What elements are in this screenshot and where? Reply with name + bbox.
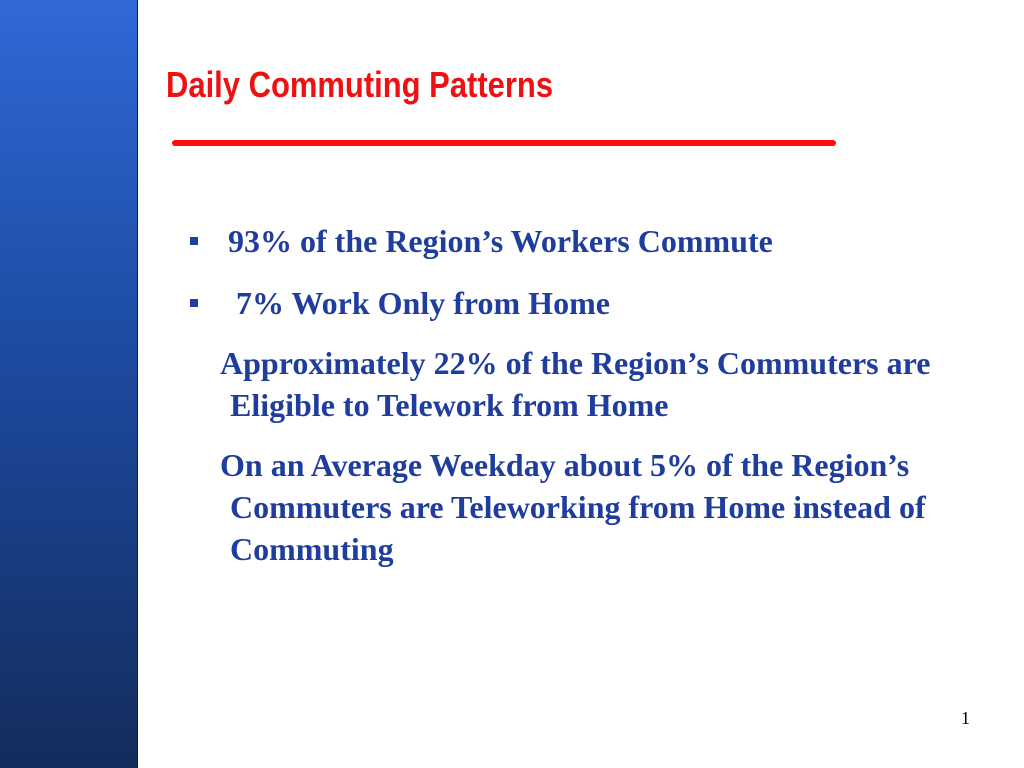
square-bullet-icon	[190, 299, 198, 307]
bullet-list	[190, 220, 990, 570]
paragraph-text: Approximately 22% of the Region’s Commuters are Eligible to Telework from Home	[220, 345, 931, 423]
bullet-item	[190, 282, 990, 324]
title-underline	[172, 140, 836, 146]
paragraph-text: On an Average Weekday about 5% of the Region’s Commuters are Teleworking from Home instead of Commuting	[220, 447, 926, 567]
page-number: 1	[961, 708, 970, 728]
bullet-text: 7% Work Only from Home	[228, 285, 610, 321]
body-paragraph	[220, 342, 990, 426]
body-paragraph	[220, 444, 990, 570]
bullet-item	[190, 220, 990, 262]
bullet-text: 93% of the Region’s Workers Commute	[228, 223, 773, 259]
decorative-side-bar	[0, 0, 138, 768]
slide-title: Daily Commuting Patterns	[166, 64, 554, 105]
square-bullet-icon	[190, 237, 198, 245]
